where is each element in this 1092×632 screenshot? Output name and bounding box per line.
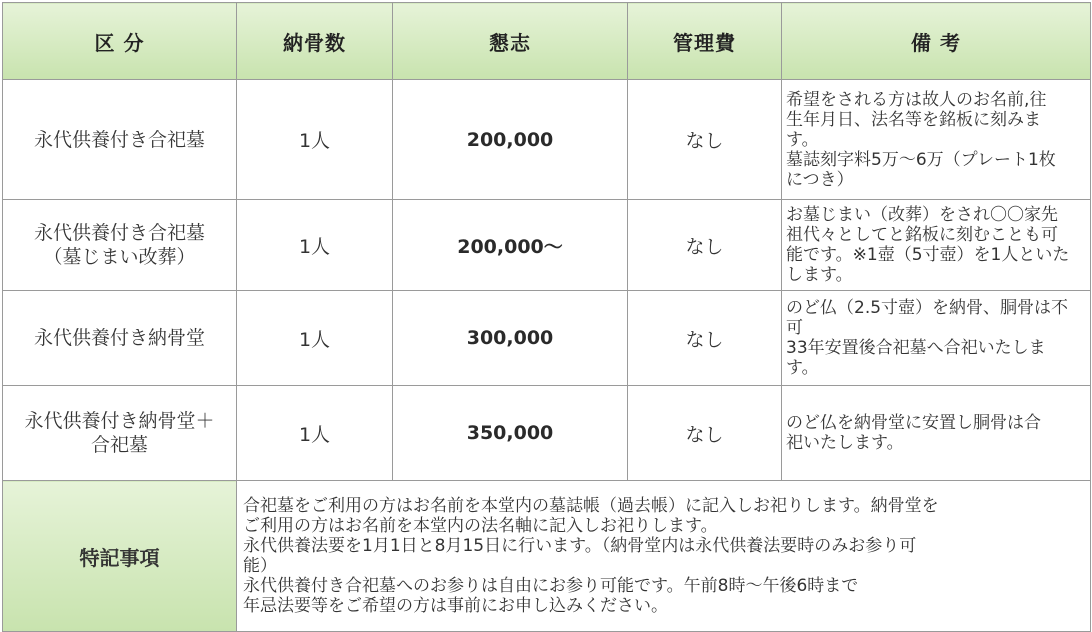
row-fee: 200,000: [393, 80, 628, 200]
header-count: 納骨数: [237, 3, 393, 80]
table-row: [3, 200, 1091, 291]
row-category: 永代供養付き納骨堂＋ 合祀墓: [3, 386, 237, 481]
header-management: 管理費: [628, 3, 782, 80]
row-category: 永代供養付き納骨堂: [3, 291, 237, 386]
row-fee: 350,000: [393, 386, 628, 481]
row-category: 永代供養付き合祀墓 （墓じまい改葬）: [3, 200, 237, 291]
row-note: 希望をされる方は故人のお名前,往 生年月日、法名等を銘板に刻みま す。 墓誌刻字料5万～6万（プレート1枚 につき）: [782, 80, 1091, 200]
row-management: なし: [628, 291, 782, 386]
row-count: 1人: [237, 80, 393, 200]
table-row: [3, 80, 1091, 200]
header-category: 区 分: [3, 3, 237, 80]
header-row: [3, 3, 1091, 80]
row-note: のど仏（2.5寸壺）を納骨、胴骨は不 可 33年安置後合祀墓へ合祀いたしま す。: [782, 291, 1091, 386]
row-management: なし: [628, 200, 782, 291]
row-management: なし: [628, 386, 782, 481]
table-row: [3, 291, 1091, 386]
header-note: 備 考: [782, 3, 1091, 80]
header-fee: 懇志: [393, 3, 628, 80]
row-category: 永代供養付き合祀墓: [3, 80, 237, 200]
row-count: 1人: [237, 386, 393, 481]
special-notes-row: [3, 481, 1091, 632]
row-count: 1人: [237, 200, 393, 291]
row-management: なし: [628, 80, 782, 200]
row-note: お墓じまい（改葬）をされ〇〇家先 祖代々としてと銘板に刻むことも可 能です。※1壺（5寸壺）を1人といた します。: [782, 200, 1091, 291]
row-note: のど仏を納骨堂に安置し胴骨は合 祀いたします。: [782, 386, 1091, 481]
row-fee: 200,000～: [393, 200, 628, 291]
special-notes-text: 合祀墓をご利用の方はお名前を本堂内の墓誌帳（過去帳）に記入しお祀りします。納骨堂を ご利用の方はお名前を本堂内の法名軸に記入しお祀りします。 永代供養法要を1月1日と8月15日に行います。（納骨堂内は永代供養法要時のみお参り可 能） 永代供養付き合祀墓へのお参りは自由にお参り可能です。午前8時～午後6時まで 年忌法要等をご希望の方は事前にお申し込みください。: [237, 481, 1091, 632]
table-row: [3, 386, 1091, 481]
row-count: 1人: [237, 291, 393, 386]
burial-fee-table: [2, 2, 1091, 632]
row-fee: 300,000: [393, 291, 628, 386]
special-notes-label: 特記事項: [3, 481, 237, 632]
